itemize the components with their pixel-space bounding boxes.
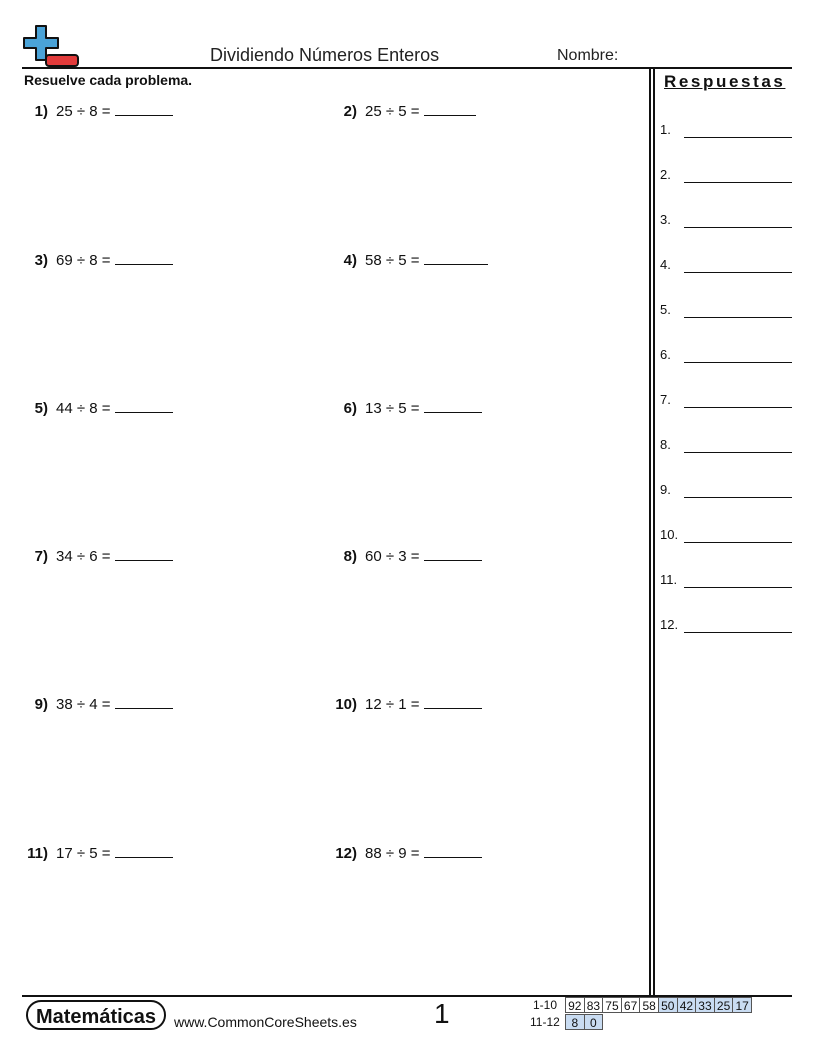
score-range-label: 1-10	[533, 998, 558, 1012]
answer-label-12: 12.	[660, 617, 679, 632]
problem-2	[331, 101, 476, 120]
problem-4	[331, 250, 488, 269]
instructions: Resuelve cada problema.	[24, 72, 193, 88]
problem-number: 6)	[343, 400, 357, 417]
score-cell: 17	[732, 997, 752, 1013]
problem-number: 3)	[34, 252, 48, 269]
score-cell: 58	[639, 997, 659, 1013]
problem-number: 2)	[343, 103, 357, 120]
answer-label-3: 3.	[660, 212, 671, 227]
answer-label-1: 1.	[660, 122, 671, 137]
score-cell: 67	[621, 997, 641, 1013]
score-cell: 83	[584, 997, 604, 1013]
plus-minus-logo-icon	[22, 24, 80, 68]
score-cell: 75	[602, 997, 622, 1013]
answer-label-11: 11.	[660, 572, 678, 587]
page-title: Dividiendo Números Enteros	[210, 45, 440, 65]
answer-line-5[interactable]	[684, 317, 792, 318]
problem-expression: 44 ÷ 8 =	[56, 400, 111, 417]
answer-line-2[interactable]	[684, 182, 792, 183]
answer-line-3[interactable]	[684, 227, 792, 228]
problem-expression: 69 ÷ 8 =	[56, 252, 111, 269]
problem-expression: 60 ÷ 3 =	[365, 548, 420, 565]
problem-number: 8)	[343, 548, 357, 565]
problem-3	[22, 250, 173, 269]
top-divider	[22, 67, 792, 69]
answer-line-4[interactable]	[684, 272, 792, 273]
score-cell: 33	[695, 997, 715, 1013]
answer-label-10: 10.	[660, 527, 679, 542]
answer-label-8: 8.	[660, 437, 671, 452]
answer-line-10[interactable]	[684, 542, 792, 543]
problem-expression: 25 ÷ 8 =	[56, 103, 111, 120]
problem-number: 1)	[34, 103, 48, 120]
answer-line-6[interactable]	[684, 362, 792, 363]
problem-number: 4)	[343, 252, 357, 269]
problem-expression: 25 ÷ 5 =	[365, 103, 420, 120]
answer-label-7: 7.	[660, 392, 671, 407]
problem-8	[331, 546, 482, 565]
answer-label-2: 2.	[660, 167, 671, 182]
problem-expression: 13 ÷ 5 =	[365, 400, 420, 417]
answer-blank[interactable]	[424, 546, 482, 561]
answer-blank[interactable]	[115, 843, 173, 858]
answers-title: Respuestas	[664, 72, 786, 91]
problem-expression: 88 ÷ 9 =	[365, 845, 420, 862]
answer-line-12[interactable]	[684, 632, 792, 633]
problem-number: 12)	[335, 845, 357, 862]
answer-line-8[interactable]	[684, 452, 792, 453]
brand-badge: Matemáticas	[26, 1000, 166, 1030]
answer-line-7[interactable]	[684, 407, 792, 408]
problem-9	[22, 694, 173, 713]
problem-expression: 34 ÷ 6 =	[56, 548, 111, 565]
problem-12	[331, 843, 482, 862]
problem-5	[22, 398, 173, 417]
score-cell: 0	[584, 1014, 604, 1030]
answer-blank[interactable]	[424, 843, 482, 858]
answer-line-11[interactable]	[684, 587, 792, 588]
answer-blank[interactable]	[424, 101, 476, 116]
answer-label-5: 5.	[660, 302, 671, 317]
problem-1	[22, 101, 173, 120]
problem-expression: 58 ÷ 5 =	[365, 252, 420, 269]
problem-number: 11)	[27, 845, 48, 862]
site-url: www.CommonCoreSheets.es	[174, 1014, 357, 1030]
problem-number: 5)	[34, 400, 48, 417]
answer-label-4: 4.	[660, 257, 671, 272]
score-cell: 25	[714, 997, 734, 1013]
answer-line-1[interactable]	[684, 137, 792, 138]
score-cell: 92	[565, 997, 585, 1013]
problem-7	[22, 546, 173, 565]
answer-blank[interactable]	[115, 250, 173, 265]
page-number: 1	[434, 998, 450, 1029]
answer-blank[interactable]	[424, 398, 482, 413]
answer-blank[interactable]	[115, 101, 173, 116]
problem-number: 7)	[34, 548, 48, 565]
problem-number: 9)	[34, 696, 48, 713]
answer-blank[interactable]	[115, 398, 173, 413]
answer-blank[interactable]	[115, 546, 173, 561]
answer-line-9[interactable]	[684, 497, 792, 498]
answer-column-divider	[653, 67, 655, 995]
answer-blank[interactable]	[424, 250, 488, 265]
problem-number: 10)	[335, 696, 357, 713]
problem-6	[331, 398, 482, 417]
name-label: Nombre:	[557, 47, 619, 64]
answer-column-divider	[649, 67, 651, 995]
problem-expression: 17 ÷ 5 =	[56, 845, 111, 862]
answer-blank[interactable]	[115, 694, 173, 709]
score-cell: 50	[658, 997, 678, 1013]
problem-11	[22, 843, 173, 862]
score-range-label: 11-12	[530, 1015, 560, 1029]
answer-blank[interactable]	[424, 694, 482, 709]
problem-10	[331, 694, 482, 713]
score-cell: 42	[677, 997, 697, 1013]
problem-expression: 38 ÷ 4 =	[56, 696, 111, 713]
problem-expression: 12 ÷ 1 =	[365, 696, 420, 713]
answer-label-9: 9.	[660, 482, 671, 497]
answer-label-6: 6.	[660, 347, 671, 362]
score-cell: 8	[565, 1014, 585, 1030]
